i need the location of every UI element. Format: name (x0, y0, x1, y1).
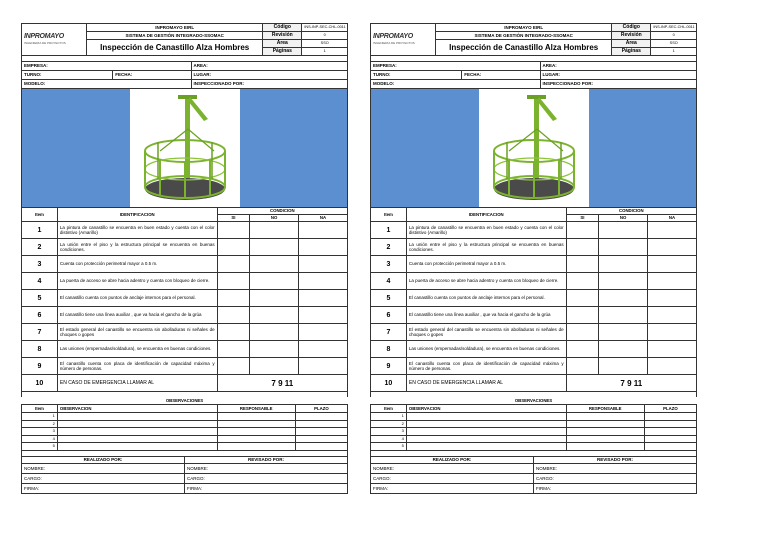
item-header: Item (22, 208, 58, 222)
checklist-na-cell[interactable] (299, 324, 348, 341)
signature-block (21, 456, 348, 494)
emergency-num: 10 (22, 375, 58, 392)
form-header (21, 23, 348, 56)
checklist-no-cell[interactable] (250, 307, 299, 324)
observation-cell[interactable] (57, 443, 217, 451)
checklist-si-cell[interactable] (217, 307, 250, 324)
realizado-cargo-field[interactable]: CARGO: (371, 473, 534, 483)
codigo-label: Código (612, 24, 651, 32)
checklist-no-cell[interactable] (599, 256, 648, 273)
man-basket-image (479, 89, 589, 207)
checklist-item-text: El canastillo tiene una línea auxiliar , que va hacia el gancho de la grúa (406, 307, 566, 324)
area-label: Área (263, 40, 302, 48)
system-name: SISTEMA DE GESTIÓN INTEGRADO-SSOMAC (87, 32, 263, 40)
observation-number: 1 (371, 413, 407, 421)
plazo-cell[interactable] (644, 420, 696, 428)
basket-photo-area (21, 89, 348, 207)
checklist-si-cell[interactable] (217, 273, 250, 290)
revisado-firma-field[interactable]: FIRMA: (534, 483, 697, 493)
checklist-item-text: El canastillo cuenta con puntos de anclaje internos para el personal. (57, 290, 217, 307)
checklist-row (22, 324, 348, 341)
realizado-header: REALIZADO POR: (22, 456, 185, 463)
checklist-na-cell[interactable] (299, 222, 348, 239)
observation-row (22, 413, 348, 421)
observation-number: 2 (22, 420, 58, 428)
paginas-value: 1 (302, 48, 348, 56)
checklist-item-text: La unión entre el piso y la estructura principal se encuentra en buenas condiciones. (406, 239, 566, 256)
revision-value: 0 (651, 32, 697, 40)
checklist-item-number: 1 (22, 222, 58, 239)
empresa-field[interactable]: EMPRESA: (371, 62, 541, 71)
checklist-item-text: El canastillo cuenta con placa de identificación de capacidad máxima y número de personas. (57, 358, 217, 375)
checklist-item-number: 7 (22, 324, 58, 341)
checklist-item-text: El canastillo cuenta con puntos de anclaje internos para el personal. (406, 290, 566, 307)
checklist-item-number: 2 (371, 239, 407, 256)
checklist-row (22, 239, 348, 256)
identificacion-header: IDENTIFICACION (406, 208, 566, 222)
checklist-item-number: 5 (371, 290, 407, 307)
turno-field[interactable]: TURNO: (22, 71, 113, 80)
responsable-cell[interactable] (217, 420, 295, 428)
emergency-text: EN CASO DE EMERGENCIA LLAMAR AL (57, 375, 217, 392)
checklist-si-cell[interactable] (566, 307, 599, 324)
checklist-row (371, 273, 697, 290)
checklist-no-cell[interactable] (599, 324, 648, 341)
observations-title: OBSERVACIONES (165, 398, 204, 403)
inspeccionado-field[interactable]: INSPECCIONADO POR: (191, 80, 348, 89)
observation-cell[interactable] (57, 435, 217, 443)
fecha-field[interactable]: FECHA: (462, 71, 540, 80)
checklist-no-cell[interactable] (250, 290, 299, 307)
checklist-no-cell[interactable] (599, 239, 648, 256)
responsable-cell[interactable] (566, 428, 644, 436)
checklist-item-text: La pintura de canastillo se encuentra en buen estado y cuenta con el color distintivo (Amarillo) (57, 222, 217, 239)
checklist-no-cell[interactable] (250, 358, 299, 375)
checklist-na-cell[interactable] (299, 307, 348, 324)
checklist-row (22, 358, 348, 375)
inspection-form-left (21, 23, 348, 523)
plazo-cell[interactable] (295, 420, 347, 428)
checklist-item-number: 6 (371, 307, 407, 324)
checklist-item-number: 5 (22, 290, 58, 307)
observation-number: 1 (22, 413, 58, 421)
observation-row (22, 420, 348, 428)
observation-number: 3 (22, 428, 58, 436)
observation-number: 4 (22, 435, 58, 443)
checklist-row (22, 290, 348, 307)
responsable-header: RESPONSABLE (217, 405, 295, 413)
checklist-item-number: 7 (371, 324, 407, 341)
checklist-no-cell[interactable] (250, 222, 299, 239)
checklist-row (22, 307, 348, 324)
inspeccionado-field[interactable]: INSPECCIONADO POR: (540, 80, 697, 89)
basket-photo-area (370, 89, 697, 207)
checklist-na-cell[interactable] (299, 290, 348, 307)
responsable-cell[interactable] (217, 428, 295, 436)
observation-cell[interactable] (57, 420, 217, 428)
checklist-si-cell[interactable] (566, 358, 599, 375)
checklist-na-cell[interactable] (648, 290, 697, 307)
codigo-value: INS-INP-SEC-CHL-0011 (302, 24, 348, 32)
checklist-si-cell[interactable] (566, 273, 599, 290)
observation-cell[interactable] (57, 428, 217, 436)
checklist-si-cell[interactable] (217, 290, 250, 307)
checklist-na-cell[interactable] (648, 307, 697, 324)
checklist-item-text: La unión entre el piso y la estructura principal se encuentra en buenas condiciones. (57, 239, 217, 256)
plazo-header: PLAZO (295, 405, 347, 413)
inspection-checklist (370, 207, 697, 392)
observation-number: 4 (371, 435, 407, 443)
item-header: Item (371, 208, 407, 222)
inspection-checklist (21, 207, 348, 392)
checklist-no-cell[interactable] (250, 341, 299, 358)
revisado-header: REVISADO POR: (534, 456, 697, 463)
checklist-no-cell[interactable] (599, 358, 648, 375)
empresa-field[interactable]: EMPRESA: (22, 62, 192, 71)
responsable-header: RESPONSABLE (566, 405, 644, 413)
checklist-item-text: Las uniones (empernadas/soldadura), se encuentra en buenas condiciones. (406, 341, 566, 358)
observation-row (22, 428, 348, 436)
emergency-num: 10 (371, 375, 407, 392)
condicion-header: CONDICION (217, 208, 347, 215)
revisado-cargo-field[interactable]: CARGO: (534, 473, 697, 483)
checklist-si-cell[interactable] (217, 341, 250, 358)
codigo-label: Código (263, 24, 302, 32)
checklist-no-cell[interactable] (599, 273, 648, 290)
checklist-na-cell[interactable] (648, 341, 697, 358)
no-header: NO (250, 215, 299, 222)
area-value: SSO (651, 40, 697, 48)
checklist-na-cell[interactable] (648, 358, 697, 375)
checklist-row (371, 341, 697, 358)
condicion-header: CONDICION (566, 208, 696, 215)
revisado-nombre-field[interactable]: NOMBRE: (534, 463, 697, 473)
checklist-si-cell[interactable] (566, 341, 599, 358)
revisado-header: REVISADO POR: (185, 456, 348, 463)
obs-item-header: Item (371, 405, 407, 413)
checklist-row (371, 239, 697, 256)
observation-row (371, 420, 697, 428)
checklist-na-cell[interactable] (648, 324, 697, 341)
observations-table (21, 397, 348, 451)
area-field[interactable]: AREA: (191, 62, 348, 71)
checklist-item-number: 1 (371, 222, 407, 239)
checklist-no-cell[interactable] (250, 324, 299, 341)
checklist-item-text: Cuenta con protección perimetral mayor a 0.5 m. (406, 256, 566, 273)
form-header (370, 23, 697, 56)
lugar-field[interactable]: LUGAR: (540, 71, 697, 80)
checklist-na-cell[interactable] (299, 239, 348, 256)
realizado-nombre-field[interactable]: NOMBRE: (371, 463, 534, 473)
responsable-cell[interactable] (566, 420, 644, 428)
checklist-row (371, 256, 697, 273)
plazo-cell[interactable] (644, 443, 696, 451)
company-name: INPROMAYO EIRL (436, 24, 612, 32)
observation-number: 5 (371, 443, 407, 451)
observacion-header: OBSERVACION (406, 405, 566, 413)
no-header: NO (599, 215, 648, 222)
checklist-si-cell[interactable] (217, 222, 250, 239)
plazo-cell[interactable] (644, 435, 696, 443)
checklist-si-cell[interactable] (566, 239, 599, 256)
checklist-na-cell[interactable] (648, 273, 697, 290)
plazo-cell[interactable] (295, 443, 347, 451)
checklist-item-number: 8 (22, 341, 58, 358)
checklist-row (371, 324, 697, 341)
revision-value: 0 (302, 32, 348, 40)
area-label: Área (612, 40, 651, 48)
revision-label: Revisión (612, 32, 651, 40)
responsable-cell[interactable] (566, 443, 644, 451)
checklist-no-cell[interactable] (599, 341, 648, 358)
na-header: NA (299, 215, 348, 222)
revisado-nombre-field[interactable]: NOMBRE: (185, 463, 348, 473)
checklist-item-text: Las uniones (empernadas/soldadura), se encuentra en buenas condiciones. (57, 341, 217, 358)
revisado-cargo-field[interactable]: CARGO: (185, 473, 348, 483)
checklist-no-cell[interactable] (250, 256, 299, 273)
observation-row (371, 428, 697, 436)
checklist-item-number: 6 (22, 307, 58, 324)
paginas-value: 1 (651, 48, 697, 56)
checklist-si-cell[interactable] (217, 358, 250, 375)
lugar-field[interactable]: LUGAR: (191, 71, 348, 80)
paginas-label: Páginas (612, 48, 651, 56)
responsable-cell[interactable] (566, 435, 644, 443)
si-header: SI (566, 215, 599, 222)
checklist-item-number: 9 (22, 358, 58, 375)
checklist-na-cell[interactable] (648, 239, 697, 256)
checklist-item-text: Cuenta con protección perimetral mayor a 0.5 m. (57, 256, 217, 273)
checklist-no-cell[interactable] (599, 290, 648, 307)
observation-cell[interactable] (406, 435, 566, 443)
plazo-cell[interactable] (295, 413, 347, 421)
observation-row (371, 413, 697, 421)
form-title: Inspección de Canastillo Alza Hombres (436, 40, 612, 56)
company-name: INPROMAYO EIRL (87, 24, 263, 32)
checklist-si-cell[interactable] (566, 290, 599, 307)
plazo-cell[interactable] (295, 435, 347, 443)
observacion-header: OBSERVACION (57, 405, 217, 413)
checklist-item-number: 2 (22, 239, 58, 256)
realizado-cargo-field[interactable]: CARGO: (22, 473, 185, 483)
checklist-row (22, 222, 348, 239)
observation-row (22, 443, 348, 451)
checklist-row (22, 341, 348, 358)
checklist-na-cell[interactable] (299, 256, 348, 273)
plazo-header: PLAZO (644, 405, 696, 413)
checklist-si-cell[interactable] (217, 256, 250, 273)
observation-cell[interactable] (406, 428, 566, 436)
codigo-value: INS-INP-SEC-CHL-0011 (651, 24, 697, 32)
info-fields (370, 61, 697, 89)
checklist-item-text: El estado general del canastillo se encuentra sin abolladuras ni señales de choques o gopes (406, 324, 566, 341)
checklist-si-cell[interactable] (566, 222, 599, 239)
observation-row (371, 435, 697, 443)
identificacion-header: IDENTIFICACION (57, 208, 217, 222)
checklist-row (371, 307, 697, 324)
checklist-row (371, 222, 697, 239)
checklist-row (22, 256, 348, 273)
checklist-row (22, 273, 348, 290)
realizado-firma-field[interactable]: FIRMA: (371, 483, 534, 493)
observation-cell[interactable] (406, 413, 566, 421)
observation-cell[interactable] (406, 420, 566, 428)
observation-row (371, 443, 697, 451)
emergency-text: EN CASO DE EMERGENCIA LLAMAR AL (406, 375, 566, 392)
plazo-cell[interactable] (295, 428, 347, 436)
checklist-item-number: 4 (371, 273, 407, 290)
checklist-row (371, 358, 697, 375)
checklist-item-text: La puerta de acceso se abre hacia adentro y cuenta con bloqueo de cierre. (406, 273, 566, 290)
signature-block (370, 456, 697, 494)
revisado-firma-field[interactable]: FIRMA: (185, 483, 348, 493)
observation-number: 5 (22, 443, 58, 451)
checklist-no-cell[interactable] (250, 273, 299, 290)
checklist-na-cell[interactable] (299, 341, 348, 358)
plazo-cell[interactable] (644, 413, 696, 421)
checklist-si-cell[interactable] (217, 324, 250, 341)
responsable-cell[interactable] (217, 435, 295, 443)
emergency-phone: 7 9 11 (566, 375, 696, 392)
checklist-si-cell[interactable] (217, 239, 250, 256)
observations-table (370, 397, 697, 451)
checklist-item-number: 8 (371, 341, 407, 358)
checklist-na-cell[interactable] (299, 273, 348, 290)
na-header: NA (648, 215, 697, 222)
checklist-item-text: El estado general del canastillo se encuentra sin abolladuras ni señales de choques o gopes (57, 324, 217, 341)
checklist-item-number: 3 (371, 256, 407, 273)
observation-cell[interactable] (57, 413, 217, 421)
company-logo: INPROMAYO INGENIERIA DE PROYECTOS (22, 24, 87, 56)
revision-label: Revisión (263, 32, 302, 40)
observation-row (22, 435, 348, 443)
observation-number: 2 (371, 420, 407, 428)
man-basket-image (130, 89, 240, 207)
company-logo: INPROMAYO INGENIERIA DE PROYECTOS (371, 24, 436, 56)
checklist-no-cell[interactable] (250, 239, 299, 256)
area-value: SSO (302, 40, 348, 48)
checklist-na-cell[interactable] (648, 256, 697, 273)
checklist-item-text: El canastillo cuenta con placa de identificación de capacidad máxima y número de personas. (406, 358, 566, 375)
turno-field[interactable]: TURNO: (371, 71, 462, 80)
observation-number: 3 (371, 428, 407, 436)
checklist-item-text: La puerta de acceso se abre hacia adentro y cuenta con bloqueo de cierre. (57, 273, 217, 290)
inspection-form-right (370, 23, 697, 523)
system-name: SISTEMA DE GESTIÓN INTEGRADO-SSOMAC (436, 32, 612, 40)
realizado-firma-field[interactable]: FIRMA: (22, 483, 185, 493)
paginas-label: Páginas (263, 48, 302, 56)
responsable-cell[interactable] (217, 413, 295, 421)
modelo-field[interactable]: MODELO: (371, 80, 541, 89)
emergency-phone: 7 9 11 (217, 375, 347, 392)
checklist-item-text: La pintura de canastillo se encuentra en buen estado y cuenta con el color distintivo (Amarillo) (406, 222, 566, 239)
plazo-cell[interactable] (644, 428, 696, 436)
checklist-si-cell[interactable] (566, 256, 599, 273)
area-field[interactable]: AREA: (540, 62, 697, 71)
realizado-header: REALIZADO POR: (371, 456, 534, 463)
checklist-no-cell[interactable] (599, 307, 648, 324)
observations-title: OBSERVACIONES (514, 398, 553, 403)
checklist-item-number: 4 (22, 273, 58, 290)
checklist-na-cell[interactable] (648, 222, 697, 239)
checklist-si-cell[interactable] (566, 324, 599, 341)
form-title: Inspección de Canastillo Alza Hombres (87, 40, 263, 56)
checklist-row (371, 290, 697, 307)
observation-cell[interactable] (406, 443, 566, 451)
checklist-na-cell[interactable] (299, 358, 348, 375)
realizado-nombre-field[interactable]: NOMBRE: (22, 463, 185, 473)
obs-item-header: Item (22, 405, 58, 413)
si-header: SI (217, 215, 250, 222)
checklist-no-cell[interactable] (599, 222, 648, 239)
fecha-field[interactable]: FECHA: (113, 71, 191, 80)
checklist-item-text: El canastillo tiene una línea auxiliar , que va hacia el gancho de la grúa (57, 307, 217, 324)
responsable-cell[interactable] (217, 443, 295, 451)
modelo-field[interactable]: MODELO: (22, 80, 192, 89)
info-fields (21, 61, 348, 89)
checklist-item-number: 3 (22, 256, 58, 273)
responsable-cell[interactable] (566, 413, 644, 421)
checklist-item-number: 9 (371, 358, 407, 375)
